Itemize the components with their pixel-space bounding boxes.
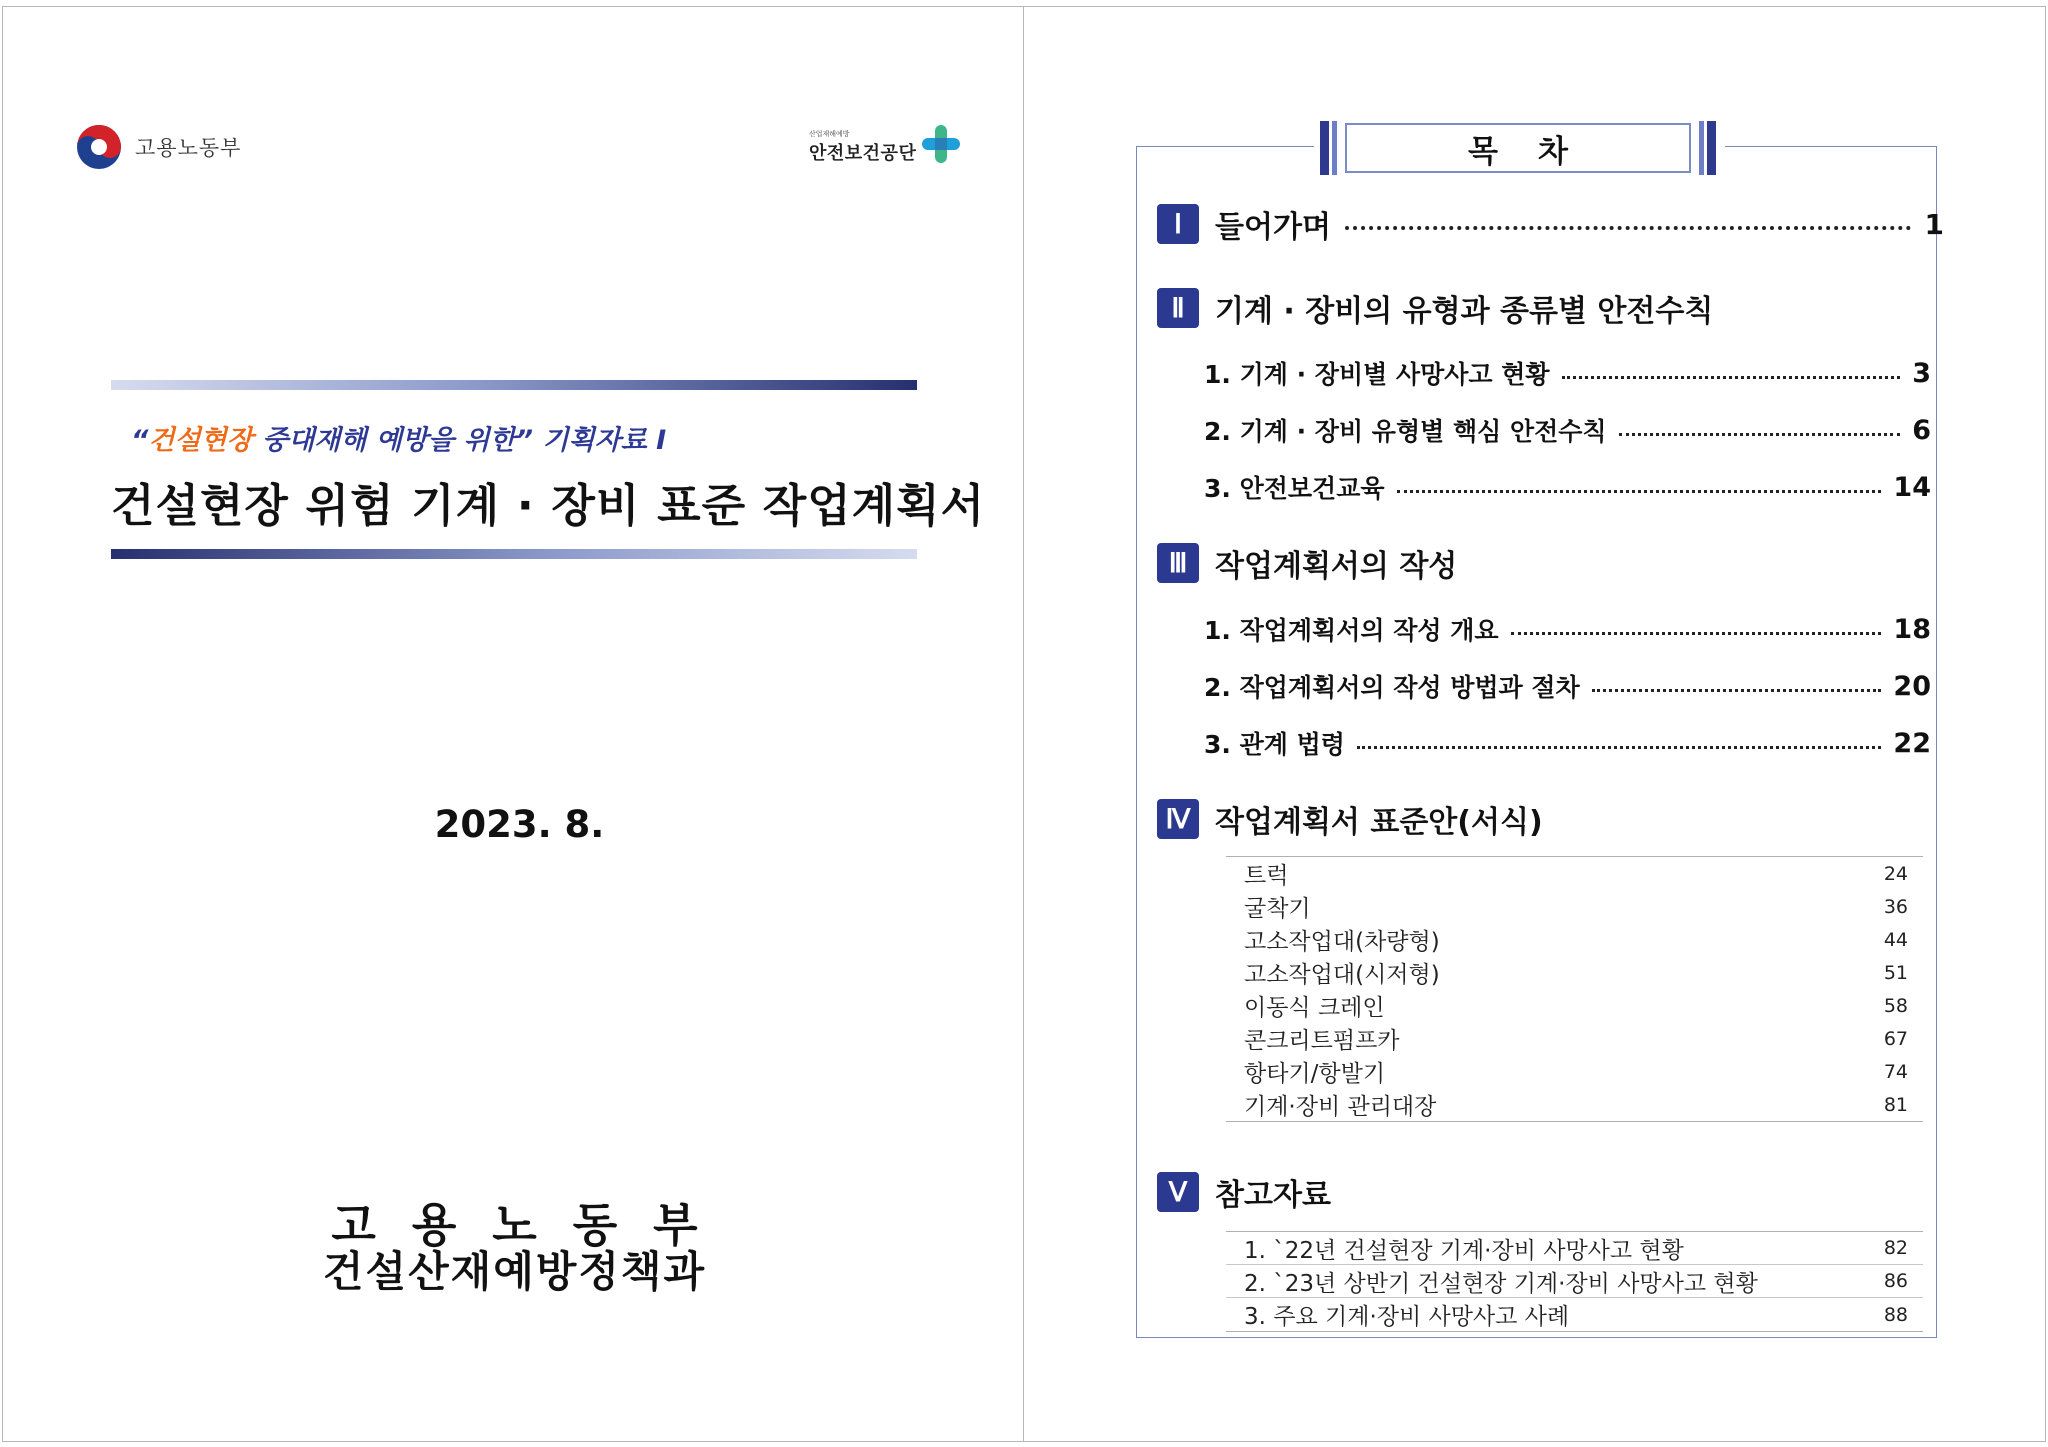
toc-item[interactable] [1204, 412, 1931, 448]
toc-page [1023, 6, 2046, 1442]
ministry-logo-text: 고용노동부 [135, 136, 242, 160]
toc-item[interactable] [1204, 355, 1931, 391]
form-page: 81 [1883, 1093, 1908, 1116]
section-numeral: Ⅴ [1157, 1172, 1199, 1212]
form-list-row[interactable] [1226, 857, 1923, 890]
publisher-ministry: 고용노동부 [331, 1198, 734, 1252]
leader-dots [1619, 433, 1901, 436]
form-name: 트럭 [1244, 863, 1289, 889]
form-page: 24 [1883, 862, 1908, 885]
toc-item-title: 1. 작업계획서의 작성 개요 [1204, 616, 1499, 645]
toc-item-page: 20 [1893, 670, 1931, 702]
toc-section-1[interactable] [1157, 202, 1944, 246]
toc-section-5[interactable] [1157, 1170, 1331, 1214]
section-title: 참고자료 [1215, 1178, 1331, 1213]
section-title: 작업계획서의 작성 [1215, 549, 1458, 584]
reference-title: 3. 주요 기계·장비 사망사고 사례 [1244, 1304, 1570, 1330]
leader-dots [1511, 632, 1882, 635]
toc-item[interactable] [1204, 469, 1931, 505]
reference-page: 82 [1883, 1237, 1908, 1259]
section-numeral: Ⅱ [1157, 288, 1199, 328]
reference-title: 1. `22년 건설현장 기계·장비 사망사고 현황 [1244, 1237, 1684, 1264]
reference-list-row[interactable] [1226, 1265, 1923, 1298]
reference-list-row[interactable] [1226, 1298, 1923, 1331]
section-title: 기계 · 장비의 유형과 종류별 안전수칙 [1215, 294, 1714, 329]
taegeuk-emblem-icon [75, 123, 123, 171]
toc-item[interactable] [1204, 668, 1931, 704]
section-numeral: Ⅳ [1157, 799, 1199, 839]
form-page: 44 [1883, 928, 1908, 951]
form-list-row[interactable] [1226, 1088, 1923, 1121]
section-page: 1 [1924, 207, 1944, 241]
form-list-row[interactable] [1226, 890, 1923, 923]
form-list-row[interactable] [1226, 923, 1923, 956]
form-list-row[interactable] [1226, 1055, 1923, 1088]
reference-page: 86 [1883, 1270, 1908, 1292]
leader-dots [1592, 689, 1882, 692]
toc-item-title: 2. 작업계획서의 작성 방법과 절차 [1204, 673, 1580, 702]
section-numeral: Ⅲ [1157, 543, 1199, 583]
reference-list-row[interactable] [1226, 1232, 1923, 1265]
toc-item-page: 22 [1893, 727, 1931, 759]
header-bar-left-thin [1332, 121, 1337, 175]
subtitle-accent: 건설현장 [148, 425, 253, 456]
form-name: 굴착기 [1244, 896, 1311, 922]
form-name: 항타기/항발기 [1244, 1061, 1386, 1087]
toc-title: 목차 [1345, 123, 1691, 173]
publisher-department: 건설산재예방정책과 [322, 1247, 707, 1296]
toc-item-page: 6 [1912, 414, 1931, 446]
toc-section-2[interactable] [1157, 286, 1713, 330]
cover-page [2, 6, 1025, 1442]
reference-list [1226, 1231, 1923, 1332]
form-page: 74 [1883, 1060, 1908, 1083]
subtitle-rest: 중대재해 예방을 위한” 기획자료 Ⅰ [252, 425, 667, 456]
toc-item-title: 3. 안전보건교육 [1204, 474, 1385, 503]
toc-item-title: 3. 관계 법령 [1204, 730, 1345, 759]
form-name: 콘크리트펌프카 [1244, 1028, 1400, 1054]
section-numeral: Ⅰ [1157, 204, 1199, 244]
form-name: 고소작업대(시저형) [1244, 962, 1440, 988]
leader-dots [1345, 226, 1911, 230]
section-title: 작업계획서 표준안(서식) [1215, 805, 1543, 840]
kosha-cross-icon [920, 123, 962, 165]
reference-title: 2. `23년 상반기 건설현장 기계·장비 사망사고 현황 [1244, 1270, 1758, 1297]
toc-item[interactable] [1204, 611, 1931, 647]
form-page: 51 [1883, 961, 1908, 984]
kosha-logo-tagline: 산업재해예방 [809, 130, 850, 138]
form-list-row[interactable] [1226, 956, 1923, 989]
kosha-logo [809, 123, 962, 165]
reference-page: 88 [1883, 1303, 1908, 1326]
leader-dots [1562, 376, 1901, 379]
toc-item-title: 1. 기계 · 장비별 사망사고 현황 [1204, 360, 1550, 389]
header-bar-right-thin [1699, 121, 1704, 175]
form-list [1226, 856, 1923, 1122]
toc-section-4[interactable] [1157, 797, 1543, 841]
cover-subtitle: “건설현장 중대재해 예방을 위한” 기획자료 Ⅰ [131, 425, 667, 456]
form-name: 기계·장비 관리대장 [1244, 1094, 1437, 1120]
ministry-logo [75, 123, 241, 171]
toc-section-3[interactable] [1157, 541, 1457, 585]
form-page: 58 [1883, 994, 1908, 1017]
publication-date: 2023. 8. [434, 803, 605, 846]
section-title: 들어가며 [1215, 210, 1331, 245]
title-rule-top [111, 380, 917, 390]
header-bar-right-thick [1707, 121, 1716, 175]
toc-item[interactable] [1204, 725, 1931, 761]
form-page: 36 [1883, 895, 1908, 918]
form-name: 이동식 크레인 [1244, 995, 1385, 1021]
cover-title: 건설현장 위험 기계 · 장비 표준 작업계획서 [111, 479, 986, 532]
form-name: 고소작업대(차량형) [1244, 929, 1440, 955]
title-rule-bottom [111, 549, 917, 559]
header-bar-left-thick [1320, 121, 1329, 175]
toc-item-title: 2. 기계 · 장비 유형별 핵심 안전수칙 [1204, 417, 1607, 446]
leader-dots [1397, 490, 1882, 493]
kosha-logo-name: 안전보건공단 [809, 143, 917, 164]
leader-dots [1357, 746, 1882, 749]
toc-item-page: 3 [1912, 357, 1931, 389]
toc-header [1314, 119, 1725, 177]
toc-item-page: 18 [1893, 613, 1931, 645]
form-list-row[interactable] [1226, 989, 1923, 1022]
form-page: 67 [1883, 1027, 1908, 1050]
toc-item-page: 14 [1893, 471, 1931, 503]
form-list-row[interactable] [1226, 1022, 1923, 1055]
